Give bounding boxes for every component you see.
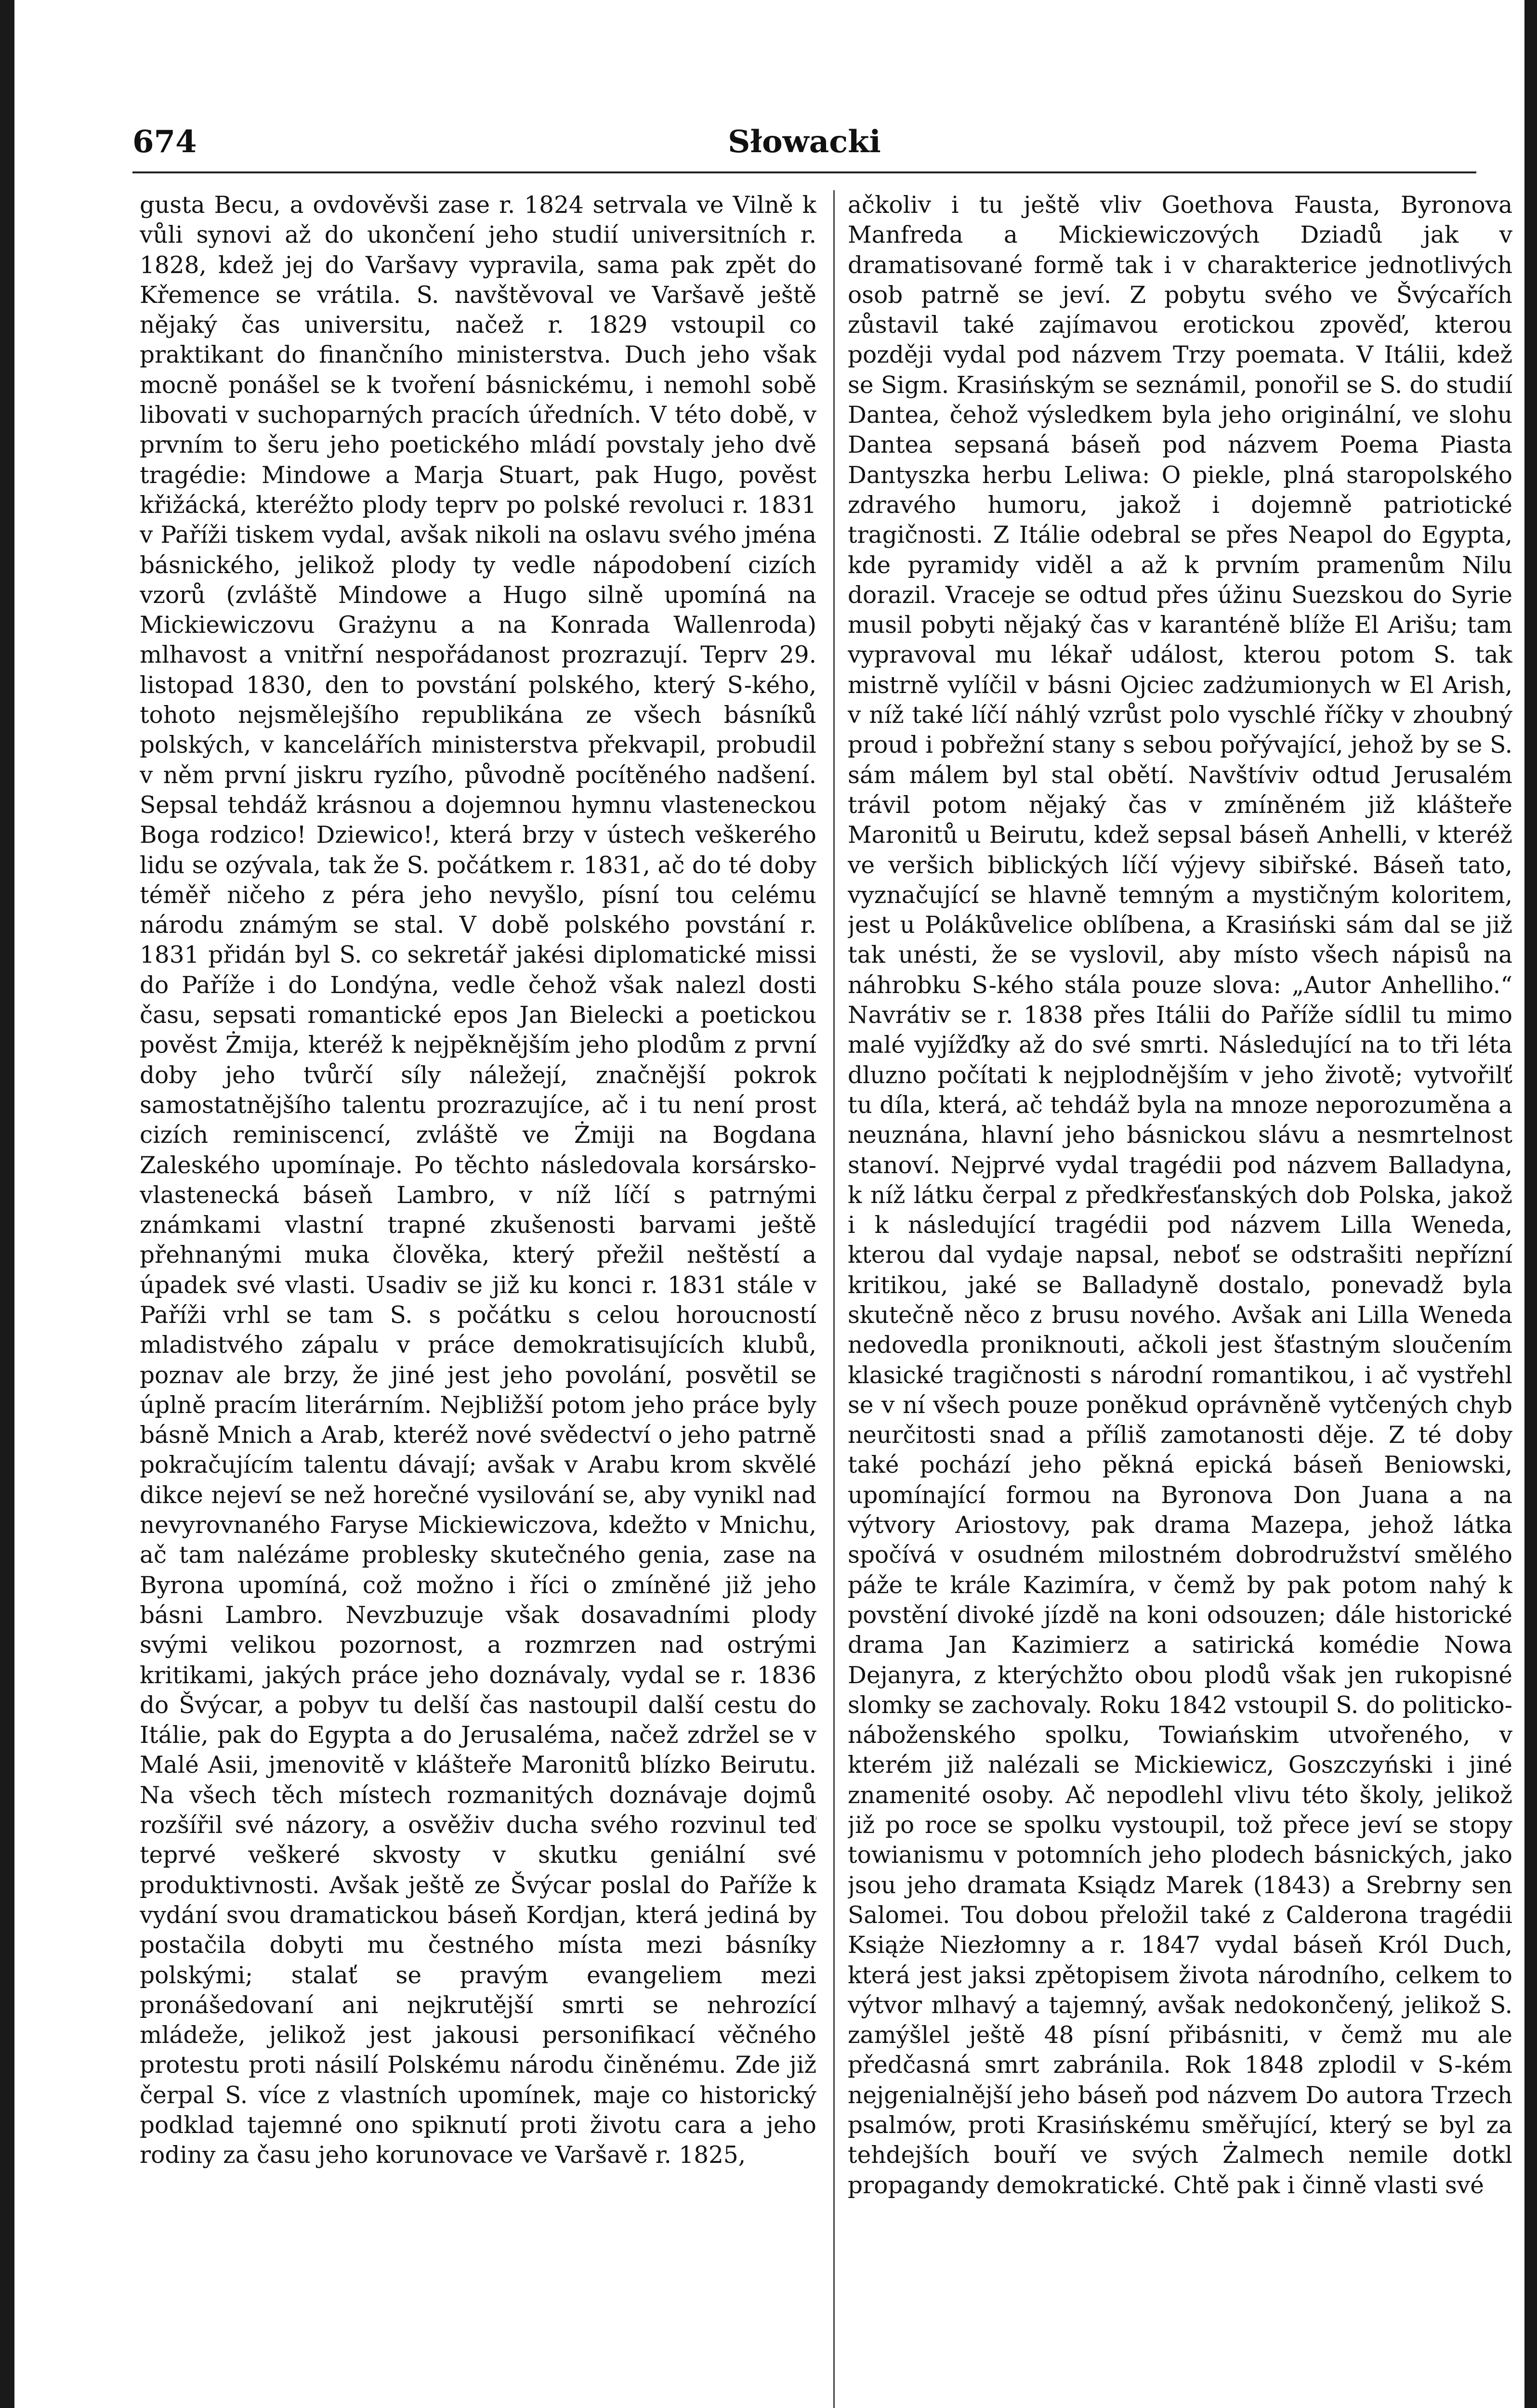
right-column-text: ačkoliv i tu ještě vliv Goethova Fausta, Byronova Manfreda a Mickiewiczových Dziadů jak v dramatisované formě tak i v charakterice jednotlivých osob patrně se jeví. Z pobytu svého ve Švýcařích zůstavil také zajímavou erotickou zpověď, kterou později vydal pod názvem Trzy poemata. V Itálii, kdež se Sigm. Krasińským se seznámil, ponořil se S. do studií Dantea, čehož výsledkem byla jeho originální, ve slohu Dantea sepsaná báseň pod názvem Poema Piasta Dantyszka herbu Leliwa: O piekle, plná staropolského zdravého humoru, jakož i dojemně patriotické tragičnosti. Z Itálie odebral se přes Neapol do Egypta, kde pyramidy viděl a až k prvním pramenům Nilu dorazil. Vraceje se odtud přes úžinu Suezskou do Syrie musil pobyti nějaký čas v karanténě blíže El Arišu; tam vypravoval mu lékař událost, kterou potom S. tak mistrně vylíčil v básni Ojciec zadżumionych w El Arish, v níž také líčí náhlý vzrůst polo vyschlé říčky v zhoubný proud i pobřežní stany s sebou pořývající, jehož by se S. sám málem byl stal obětí. Navštíviv odtud Jerusalém trávil potom nějaký čas v zmíněném již klášteře Maronitů u Beirutu, kdež sepsal báseň Anhelli, v kteréž ve veršich biblických líčí výjevy sibiřské. Báseň tato, vyznačující se hlavně temným a mystičným koloritem, jest u Polákůvelice oblíbena, a Krasiński sám dal se již tak unésti, že se vyslovil, aby místo všech nápisů na náhrobku S-kého stála pouze slova: „Autor Anhelliho.“ Navrátiv se r. 1838 přes Itálii do Paříže sídlil tu mimo malé vyjížďky až do své smrti. Následující na to tři léta dluzno počítati k nejplodnějším v jeho životě; vytvořilť tu díla, která, ač tehdáž byla na mnoze neporozuměna a neuznána, hlavní jeho básnickou slávu a nesmrtelnost stanoví. Nejprvé vydal tragédii pod názvem Balladyna, k níž látku čerpal z předkřesťanských dob Polska, jakož i k následující tragédii pod názvem Lilla Weneda, kterou dal vydaje napsal, neboť se odstrašiti nepřízní kritikou, jaké se Balladyně dostalo, ponevadž byla skutečně něco z brusu nového. Avšak ani Lilla Weneda nedovedla proniknouti, ačkoli jest šťastným sloučením klasické tragičnosti s národní romantikou, i ač vystřehl se v ní všech pouze poněkud oprávněně vytčených chyb neurčitosti snad a příliš zamotanosti děje. Z té doby také pochází jeho pěkná epická báseň Beniowski, upomínající formou na Byronova Don Juana a na výtvory Ariostovy, pak drama Mazepa, jehož látka spočívá v osudném milostném dobrodružství smělého páže te krále Kazimíra, v čemž by pak potom nahý k povstění divoké jízdě na koni odsouzen; dále historické drama Jan Kazimierz a satirická komédie Nowa Dejanyra, z kterýchžto obou plodů však jen rukopisné slomky se zachovaly. Roku 1842 vstoupil S. do politicko-náboženského spolku, Towiańskim utvořeného, v kterém již nalézali se Mickiewicz, Goszczyński i jiné znamenité osoby. Ač nepodlehl vlivu této školy, jelikož již po roce se spolku vystoupil, tož přece jeví se stopy towianismu v potomních jeho plodech básnických, jako jsou jeho dramata Ksiądz Marek (1843) a Srebrny sen Salomei. Tou dobou přeložil také z Calderona tragédii Książe Niezłomny a r. 1847 vydal báseň Król Duch, která jest jaksi zpětopisem života národního, celkem to výtvor mlhavý a tajemný, avšak nedokončený, jelikož S. zamýšlel ještě 48 písní přibásniti, v čemž mu ale předčasná smrt zabránila. Rok 1848 zplodil v S-kém nejgenialnější jeho báseň pod názvem Do autora Trzech psalmów, proti Krasińskému směřující, který se byl za tehdejších bouří ve svých Żalmech nemile dotkl propagandy demokratické. Chtě pak i činně vlasti své — [848, 192, 1512, 2199]
left-column-text: gusta Becu, a ovdověvši zase r. 1824 setrvala ve Vilně k vůli synovi až do ukončení jeho studií universitních r. 1828, kdež jej do Varšavy vypravila, sama pak zpět do Křemence se vrátila. S. navštěvoval ve Varšavě ještě nějaký čas universitu, načež r. 1829 vstoupil co praktikant do finančního ministerstva. Duch jeho však mocně ponášel se k tvoření básnickému, i nemohl sobě libovati v suchoparných pracích úředních. V této době, v prvním to šeru jeho poetického mládí povstaly jeho dvě tragédie: Mindowe a Marja Stuart, pak Hugo, pověst křižácká, kteréžto plody teprv po polské revoluci r. 1831 v Paříži tiskem vydal, avšak nikoli na oslavu svého jména básnického, jelikož plody ty vedle nápodobení cizích vzorů (zvláště Mindowe a Hugo silně upomíná na Mickiewiczovu Grażynu a na Konrada Wallenroda) mlhavost a vnitřní nespořádanost prozrazují. Teprv 29. listopad 1830, den to povstání polského, který S-kého, tohoto nejsmělejšího republikána ze všech básníků polských, v kancelářích ministerstva překvapil, probudil v něm první jiskru ryzího, původně pocítěného nadšení. Sepsal tehdáž krásnou a dojemnou hymnu vlasteneckou Boga rodzico! Dziewico!, která brzy v ústech veškerého lidu se ozývala, tak že S. počátkem r. 1831, ač do té doby téměř ničeho z péra jeho nevyšlo, písní tou celému národu známým se stal. V době polského povstání r. 1831 přidán byl S. co sekretář jakési diplomatické missi do Paříže i do Londýna, vedle čehož však nalezl dosti času, sepsati romantické epos Jan Bielecki a poetickou pověst Żmija, kteréž k nejpěknějším jeho plodům z první doby jeho tvůrčí síly náležejí, značnější pokrok samostatnějšího talentu prozrazujíce, ač i tu není prost cizích reminiscencí, zvláště ve Żmiji na Bogdana Zaleského upomínaje. Po těchto následovala korsársko-vlastenecká báseň Lambro, v níž líčí s patrnými známkami vlastní trapné zkušenosti barvami ještě přehnanými muka člověka, který přežil neštěstí a úpadek své vlasti. Usadiv se již ku konci r. 1831 stále v Paříži vrhl se tam S. s počátku s celou horoucností mladistvého zápalu v práce demokratisujících klubů, poznav ale brzy, že jiné jest jeho povolání, posvětil se úplně pracím literárním. Nejbližší potom jeho práce byly básně Mnich a Arab, kteréž nové svědectví o jeho patrně pokračujícím talentu dávají; avšak v Arabu krom skvělé dikce nejeví se než horečné vysilování se, aby vynikl nad nevyrovnaného Faryse Mickiewiczova, kdežto v Mnichu, ač tam nalézáme problesky skutečného genia, zase na Byrona upomíná, což možno i říci o zmíněné již jeho básni Lambro. Nevzbuzuje však dosavadními plody svými velikou pozornost, a rozmrzen nad ostrými kritikami, jakých práce jeho doznávaly, vydal se r. 1836 do Švýcar, a pobyv tu delší čas nastoupil další cestu do Itálie, pak do Egypta a do Jerusaléma, načež zdržel se v Malé Asii, jmenovitě v klášteře Maronitů blízko Beirutu. Na všech těch místech rozmanitých doznávaje dojmů rozšířil své názory, a osvěživ ducha svého rozvinul teď teprvé veškeré skvosty v skutku geniální své produktivnosti. Avšak ještě ze Švýcar poslal do Paříže k vydání svou dramatickou báseň Kordjan, která jediná by postačila dobyti mu čestného místa mezi básníky polskými; stalať se pravým evangeliem mezi pronášedovaní ani nejkrutější smrti se nehrozící mládeže, jelikož jest jakousi personifikací věčného protestu proti násilí Polskému národu činěnému. Zde již čerpal S. více z vlastních upomínek, maje co historický podklad tajemné ono spiknutí proti životu cara a jeho rodiny za času jeho korunovace ve Varšavě r. 1825, — [140, 192, 816, 2169]
scan-edge-right — [1524, 0, 1537, 2408]
header-rule — [132, 171, 1476, 173]
page-number: 674 — [132, 124, 197, 160]
left-column — [140, 190, 816, 2408]
right-column — [848, 190, 1512, 2408]
column-divider — [833, 190, 835, 2408]
scan-edge-left — [0, 0, 14, 2408]
running-head: Słowacki — [728, 124, 881, 160]
page-header — [132, 120, 1476, 164]
